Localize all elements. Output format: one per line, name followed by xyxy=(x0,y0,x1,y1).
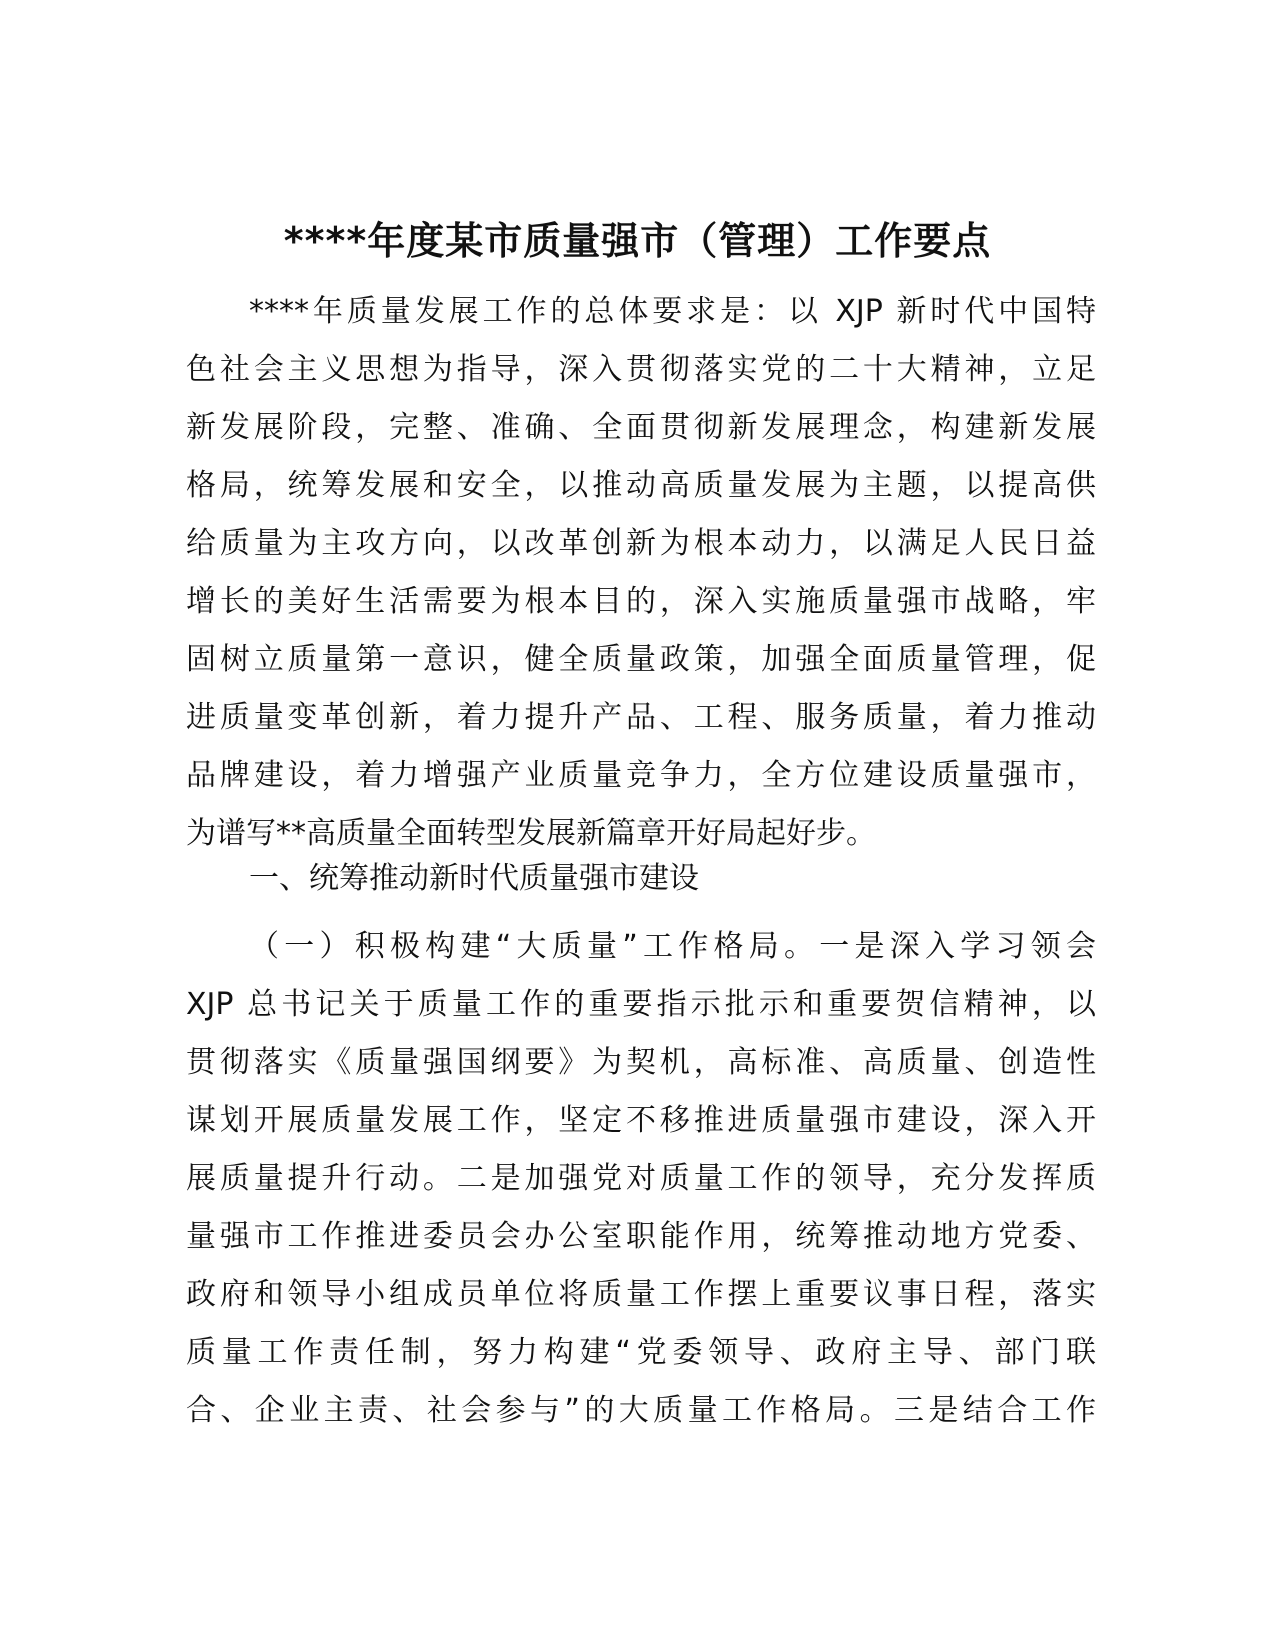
paragraph-line: 谋划开展质量发展工作，坚定不移推进质量强市建设，深入开 xyxy=(186,1103,1096,1138)
paragraph-line: ****年质量发展工作的总体要求是：以 XJP 新时代中国特 xyxy=(249,294,1096,329)
paragraph-line: 量强市工作推进委员会办公室职能作用，统筹推动地方党委、 xyxy=(186,1219,1096,1254)
paragraph-line: 合、企业主责、社会参与”的大质量工作格局。三是结合工作 xyxy=(186,1393,1096,1428)
paragraph-line: （一）积极构建“大质量”工作格局。一是深入学习领会 xyxy=(249,929,1096,964)
paragraph-line: 质量工作责任制，努力构建“党委领导、政府主导、部门联 xyxy=(186,1335,1096,1370)
paragraph-line: 增长的美好生活需要为根本目的，深入实施质量强市战略，牢 xyxy=(186,584,1096,619)
section-heading: 一、统筹推动新时代质量强市建设 xyxy=(249,861,699,896)
paragraph-quality-framework xyxy=(186,918,1096,1440)
paragraph-line: 格局，统筹发展和安全，以推动高质量发展为主题，以提高供 xyxy=(186,468,1096,503)
paragraph-line: 政府和领导小组成员单位将质量工作摆上重要议事日程，落实 xyxy=(186,1277,1096,1312)
paragraph-line: 展质量提升行动。二是加强党对质量工作的领导，充分发挥质 xyxy=(186,1161,1096,1196)
paragraph-line: 固树立质量第一意识，健全质量政策，加强全面质量管理，促 xyxy=(186,642,1096,677)
paragraph-line: 为谱写**高质量全面转型发展新篇章开好局起好步。 xyxy=(186,816,876,851)
section-heading-block xyxy=(186,850,1096,908)
paragraph-line: XJP 总书记关于质量工作的重要指示批示和重要贺信精神，以 xyxy=(186,987,1096,1022)
paragraph-line: 色社会主义思想为指导，深入贯彻落实党的二十大精神，立足 xyxy=(186,352,1096,387)
paragraph-overall-requirements xyxy=(186,283,1096,863)
paragraph-line: 给质量为主攻方向，以改革创新为根本动力，以满足人民日益 xyxy=(186,526,1096,561)
paragraph-line: 新发展阶段，完整、准确、全面贯彻新发展理念，构建新发展 xyxy=(186,410,1096,445)
paragraph-line: 贯彻落实《质量强国纲要》为契机，高标准、高质量、创造性 xyxy=(186,1045,1096,1080)
paragraph-line: 品牌建设，着力增强产业质量竞争力，全方位建设质量强市， xyxy=(186,758,1096,793)
document-title: ****年度某市质量强市（管理）工作要点 xyxy=(283,219,992,263)
paragraph-line: 进质量变革创新，着力提升产品、工程、服务质量，着力推动 xyxy=(186,700,1096,735)
